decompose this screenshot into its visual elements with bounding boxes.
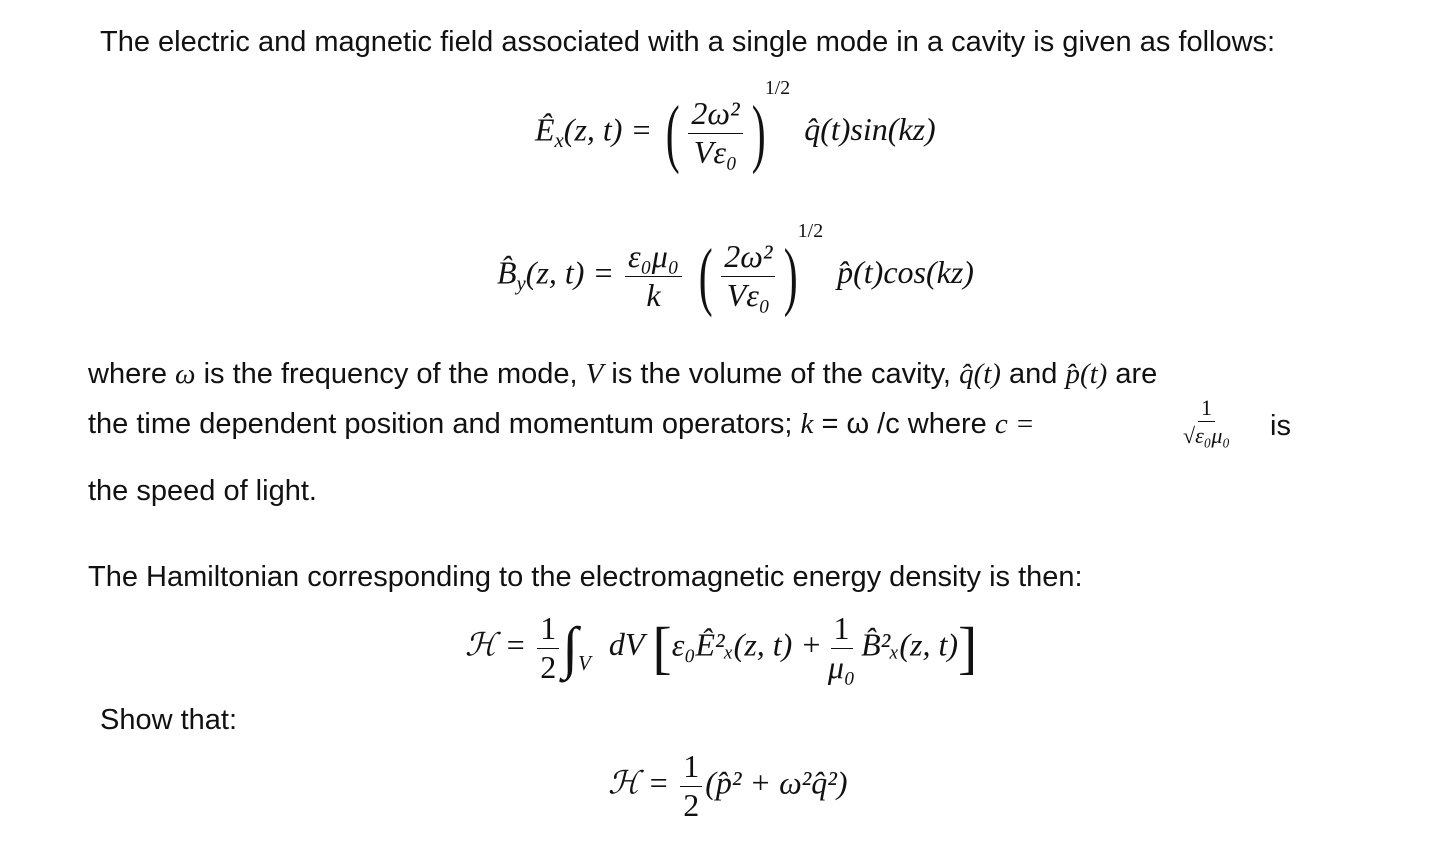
eq3-H: ℋ =: [465, 626, 527, 663]
eq3-integral: ∫: [562, 615, 579, 681]
eq2-lhs-sub: y: [516, 271, 526, 295]
para-line-2: the time dependent position and momentum operators; k = ω /c where c =: [88, 408, 1035, 440]
eq1-right-paren: ): [751, 91, 766, 175]
eq3-integral-sub: V: [578, 651, 591, 675]
para-line-1: where ω is the frequency of the mode, V is the volume of the cavity, q̂(t) and p̂(t) are: [88, 358, 1158, 390]
eq3-dV: dV: [608, 626, 645, 663]
eq3-mu-fraction: $\frac{1}{\text{μ₀}}$: [827, 610, 856, 685]
eq1-lhs: Ê: [535, 111, 555, 148]
eq1-fraction: $\frac{\text{2ω²}}{\text{Vε₀}}$: [688, 97, 742, 169]
eq1-lhs-sub: x: [554, 128, 564, 152]
intro-text: The electric and magnetic field associated with a single mode in a cavity is given as follows:: [100, 26, 1276, 58]
eq3-left-bracket: [: [652, 615, 672, 681]
eq1-args: (z, t) =: [563, 111, 653, 148]
equation-hamiltonian-integral: [465, 612, 977, 684]
eq3-body2: B̂²ₓ(z, t): [861, 626, 958, 663]
speed-of-light-fraction: $\frac{1}{\text{√ε₀μ₀}}$: [1183, 395, 1231, 449]
show-that-label: Show that:: [100, 704, 238, 736]
equation-hamiltonian-result: [608, 750, 848, 822]
eq2-right-paren: ): [784, 234, 799, 318]
eq3-half: $\frac{1}{2}$: [537, 612, 559, 684]
eq1-left-paren: (: [665, 91, 680, 175]
eq2-rhs: p̂(t)cos(kz): [837, 254, 974, 291]
eq2-left-paren: (: [698, 234, 713, 318]
eq3-right-bracket: ]: [958, 615, 978, 681]
eq1-exponent: 1/2: [764, 77, 791, 100]
eq4-half: $\frac{1}{2}$: [680, 750, 702, 822]
eq2-exponent: 1/2: [797, 220, 824, 243]
eq4-rhs: (p̂² + ω²q̂²): [705, 764, 848, 801]
equation-magnetic-field: [497, 220, 974, 318]
eq1-rhs: q̂(t)sin(kz): [804, 111, 936, 148]
eq2-prefactor: $\frac{\text{ε₀μ₀}}{k}$: [625, 240, 682, 312]
eq4-H: ℋ =: [608, 764, 670, 801]
para-is: is: [1270, 410, 1291, 442]
eq2-args: (z, t) =: [525, 254, 615, 291]
eq2-lhs: B̂: [497, 254, 517, 291]
eq3-body: ε₀Ê²ₓ(z, t) +: [671, 626, 822, 663]
eq2-fraction: $\frac{\text{2ω²}}{\text{Vε₀}}$: [721, 240, 775, 312]
equation-electric-field: [535, 77, 936, 175]
hamiltonian-intro: The Hamiltonian corresponding to the electromagnetic energy density is then:: [88, 561, 1083, 593]
para-line-3: the speed of light.: [88, 475, 317, 507]
